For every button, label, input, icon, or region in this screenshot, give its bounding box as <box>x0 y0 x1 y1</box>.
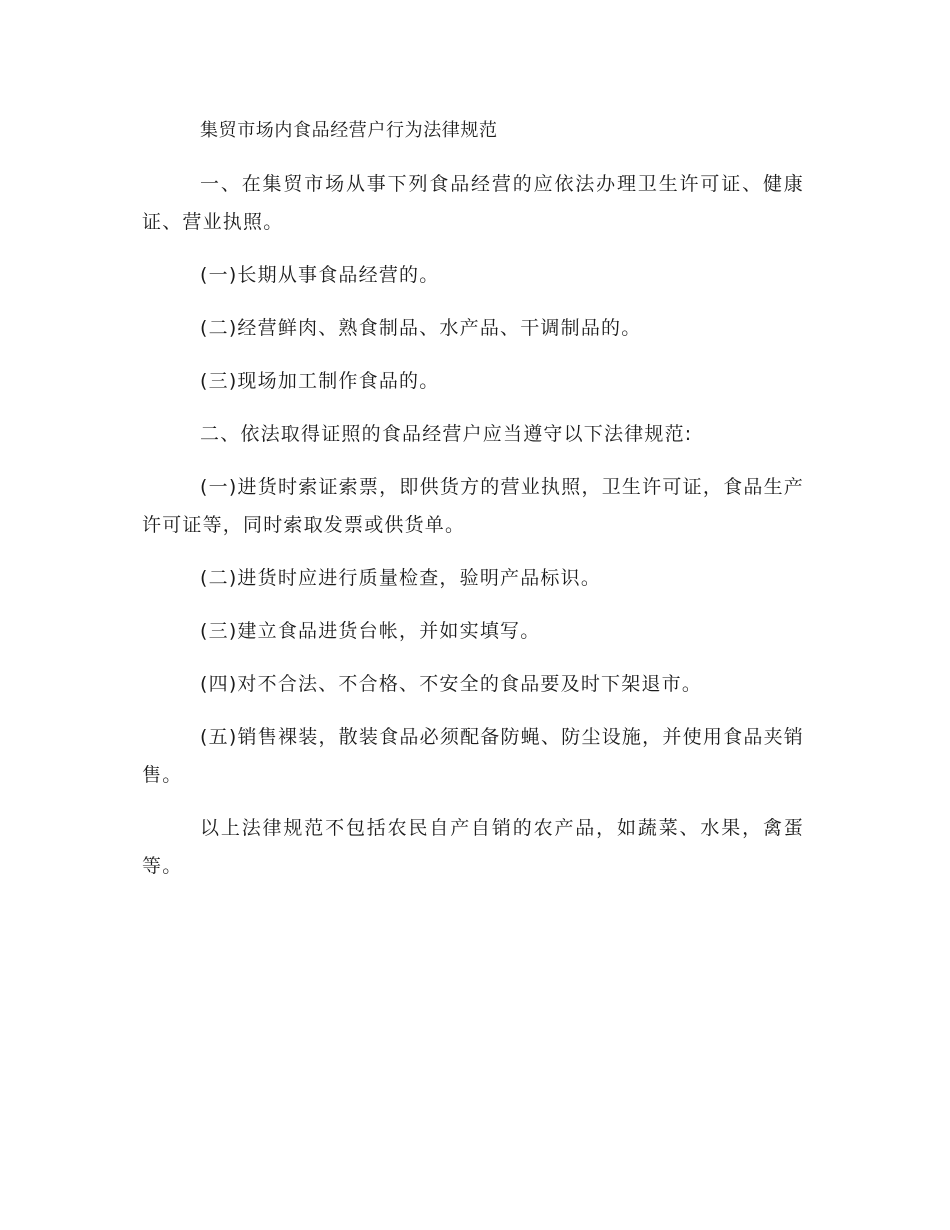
paragraph-3: (二)经营鲜肉、熟食制品、水产品、干调制品的。 <box>200 317 642 339</box>
paragraph-8: (三)建立食品进货台帐，并如实填写。 <box>200 620 541 642</box>
paragraph-11: 以上法律规范不包括农民自产自销的农产品，如蔬菜、水果，禽蛋等。 <box>142 817 804 877</box>
paragraph-1: 一、在集贸市场从事下列食品经营的应依法办理卫生许可证、健康证、营业执照。 <box>142 173 804 233</box>
document-body <box>142 112 804 885</box>
paragraph-9: (四)对不合法、不合格、不安全的食品要及时下架退市。 <box>200 673 703 695</box>
document-title: 集贸市场内食品经营户行为法律规范 <box>200 120 498 141</box>
paragraph-4: (三)现场加工制作食品的。 <box>200 370 440 392</box>
paragraph-10: (五)销售裸装，散装食品必须配备防蝇、防尘设施，并使用食品夹销售。 <box>142 726 804 786</box>
paragraph-7: (二)进货时应进行质量检查，验明产品标识。 <box>200 567 602 589</box>
paragraph-6: (一)进货时索证索票，即供货方的营业执照，卫生许可证，食品生产许可证等，同时索取发票或供货单。 <box>142 476 804 536</box>
paragraph-2: (一)长期从事食品经营的。 <box>200 264 440 286</box>
paragraph-5: 二、依法取得证照的食品经营户应当遵守以下法律规范: <box>200 423 693 445</box>
